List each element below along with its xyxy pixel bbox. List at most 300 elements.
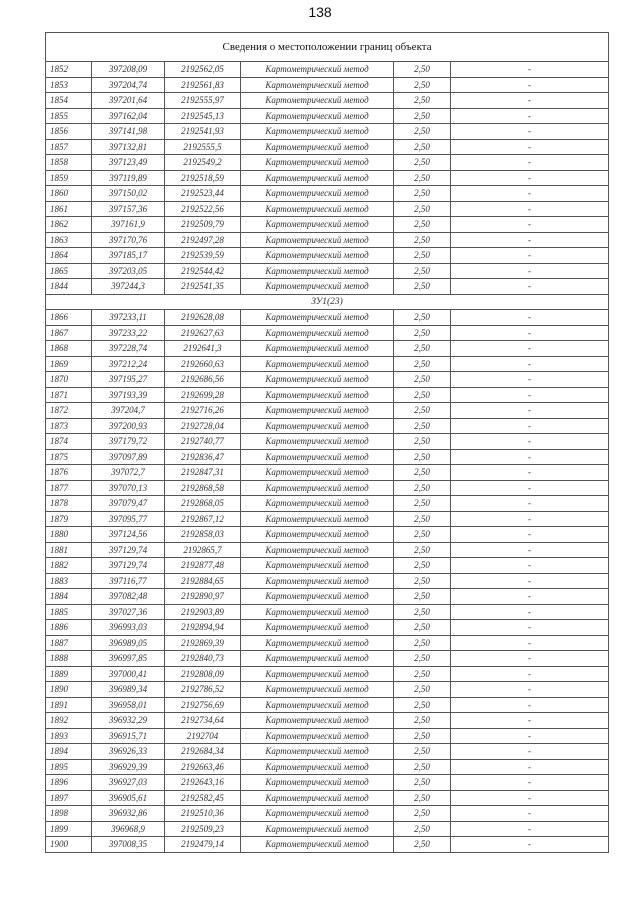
accuracy: 2,50 bbox=[394, 201, 451, 217]
table-row bbox=[46, 263, 609, 279]
table-row bbox=[46, 449, 609, 465]
table-row bbox=[46, 387, 609, 403]
note: - bbox=[451, 217, 609, 233]
note: - bbox=[451, 356, 609, 372]
coord-y: 2192686,56 bbox=[165, 372, 241, 388]
coord-y: 2192555,97 bbox=[165, 93, 241, 109]
method: Картометрический метод bbox=[241, 449, 394, 465]
point-number: 1868 bbox=[46, 341, 92, 357]
accuracy: 2,50 bbox=[394, 496, 451, 512]
coord-y: 2192561,83 bbox=[165, 77, 241, 93]
method: Картометрический метод bbox=[241, 604, 394, 620]
point-number: 1883 bbox=[46, 573, 92, 589]
coord-x: 397203,05 bbox=[92, 263, 165, 279]
coord-y: 2192786,52 bbox=[165, 682, 241, 698]
note: - bbox=[451, 465, 609, 481]
note: - bbox=[451, 589, 609, 605]
coord-x: 397116,77 bbox=[92, 573, 165, 589]
coord-y: 2192541,35 bbox=[165, 279, 241, 295]
accuracy: 2,50 bbox=[394, 418, 451, 434]
note: - bbox=[451, 775, 609, 791]
coord-y: 2192867,12 bbox=[165, 511, 241, 527]
point-number: 1898 bbox=[46, 806, 92, 822]
accuracy: 2,50 bbox=[394, 620, 451, 636]
method: Картометрический метод bbox=[241, 186, 394, 202]
accuracy: 2,50 bbox=[394, 403, 451, 419]
method: Картометрический метод bbox=[241, 496, 394, 512]
table-title: Сведения о местоположении границ объекта bbox=[46, 33, 609, 62]
coord-y: 2192627,63 bbox=[165, 325, 241, 341]
coord-x: 397201,64 bbox=[92, 93, 165, 109]
point-number: 1885 bbox=[46, 604, 92, 620]
coord-y: 2192643,16 bbox=[165, 775, 241, 791]
coord-y: 2192660,63 bbox=[165, 356, 241, 372]
coord-y: 2192699,28 bbox=[165, 387, 241, 403]
table-row bbox=[46, 248, 609, 264]
accuracy: 2,50 bbox=[394, 480, 451, 496]
note: - bbox=[451, 279, 609, 295]
point-number: 1853 bbox=[46, 77, 92, 93]
note: - bbox=[451, 170, 609, 186]
coord-x: 397204,74 bbox=[92, 77, 165, 93]
accuracy: 2,50 bbox=[394, 728, 451, 744]
table-row bbox=[46, 604, 609, 620]
coord-y: 2192628,08 bbox=[165, 310, 241, 326]
accuracy: 2,50 bbox=[394, 356, 451, 372]
coord-x: 397123,49 bbox=[92, 155, 165, 171]
table-row bbox=[46, 821, 609, 837]
method: Картометрический метод bbox=[241, 713, 394, 729]
method: Картометрический метод bbox=[241, 635, 394, 651]
point-number: 1876 bbox=[46, 465, 92, 481]
note: - bbox=[451, 837, 609, 853]
table-row bbox=[46, 325, 609, 341]
coord-y: 2192728,04 bbox=[165, 418, 241, 434]
coord-y: 2192836,47 bbox=[165, 449, 241, 465]
note: - bbox=[451, 620, 609, 636]
table-row bbox=[46, 232, 609, 248]
method: Картометрический метод bbox=[241, 93, 394, 109]
accuracy: 2,50 bbox=[394, 744, 451, 760]
point-number: 1873 bbox=[46, 418, 92, 434]
accuracy: 2,50 bbox=[394, 821, 451, 837]
coord-y: 2192868,05 bbox=[165, 496, 241, 512]
accuracy: 2,50 bbox=[394, 697, 451, 713]
point-number: 1856 bbox=[46, 124, 92, 140]
coord-y: 2192663,46 bbox=[165, 759, 241, 775]
point-number: 1855 bbox=[46, 108, 92, 124]
note: - bbox=[451, 139, 609, 155]
coord-y: 2192890,97 bbox=[165, 589, 241, 605]
accuracy: 2,50 bbox=[394, 666, 451, 682]
coord-y: 2192877,48 bbox=[165, 558, 241, 574]
coord-y: 2192479,14 bbox=[165, 837, 241, 853]
table-row bbox=[46, 620, 609, 636]
note: - bbox=[451, 635, 609, 651]
note: - bbox=[451, 527, 609, 543]
coord-x: 397150,02 bbox=[92, 186, 165, 202]
table-row bbox=[46, 558, 609, 574]
method: Картометрический метод bbox=[241, 248, 394, 264]
method: Картометрический метод bbox=[241, 77, 394, 93]
table-row bbox=[46, 744, 609, 760]
table-row bbox=[46, 434, 609, 450]
method: Картометрический метод bbox=[241, 418, 394, 434]
accuracy: 2,50 bbox=[394, 108, 451, 124]
table-row bbox=[46, 666, 609, 682]
method: Картометрический метод bbox=[241, 155, 394, 171]
table-row bbox=[46, 542, 609, 558]
boundary-coordinates-table bbox=[45, 32, 609, 853]
coord-y: 2192734,64 bbox=[165, 713, 241, 729]
coord-y: 2192522,56 bbox=[165, 201, 241, 217]
coord-y: 2192555,5 bbox=[165, 139, 241, 155]
accuracy: 2,50 bbox=[394, 248, 451, 264]
point-number: 1852 bbox=[46, 62, 92, 78]
note: - bbox=[451, 387, 609, 403]
accuracy: 2,50 bbox=[394, 837, 451, 853]
note: - bbox=[451, 759, 609, 775]
point-number: 1895 bbox=[46, 759, 92, 775]
coord-x: 396932,86 bbox=[92, 806, 165, 822]
point-number: 1890 bbox=[46, 682, 92, 698]
method: Картометрический метод bbox=[241, 232, 394, 248]
table-row bbox=[46, 806, 609, 822]
point-number: 1857 bbox=[46, 139, 92, 155]
note: - bbox=[451, 651, 609, 667]
coord-y: 2192808,09 bbox=[165, 666, 241, 682]
accuracy: 2,50 bbox=[394, 465, 451, 481]
table-row bbox=[46, 155, 609, 171]
accuracy: 2,50 bbox=[394, 790, 451, 806]
table-row bbox=[46, 201, 609, 217]
method: Картометрический метод bbox=[241, 434, 394, 450]
coord-y: 2192684,34 bbox=[165, 744, 241, 760]
note: - bbox=[451, 511, 609, 527]
method: Картометрический метод bbox=[241, 387, 394, 403]
table-title-row bbox=[46, 33, 609, 62]
accuracy: 2,50 bbox=[394, 759, 451, 775]
point-number: 1863 bbox=[46, 232, 92, 248]
accuracy: 2,50 bbox=[394, 341, 451, 357]
note: - bbox=[451, 542, 609, 558]
method: Картометрический метод bbox=[241, 806, 394, 822]
point-number: 1858 bbox=[46, 155, 92, 171]
page-number: 138 bbox=[308, 4, 332, 20]
coord-x: 397141,98 bbox=[92, 124, 165, 140]
accuracy: 2,50 bbox=[394, 387, 451, 403]
table-body bbox=[46, 33, 609, 853]
method: Картометрический метод bbox=[241, 108, 394, 124]
coord-x: 397212,24 bbox=[92, 356, 165, 372]
coord-y: 2192549,2 bbox=[165, 155, 241, 171]
method: Картометрический метод bbox=[241, 310, 394, 326]
note: - bbox=[451, 713, 609, 729]
table-row bbox=[46, 356, 609, 372]
method: Картометрический метод bbox=[241, 201, 394, 217]
method: Картометрический метод bbox=[241, 263, 394, 279]
note: - bbox=[451, 77, 609, 93]
note: - bbox=[451, 697, 609, 713]
coord-x: 397119,89 bbox=[92, 170, 165, 186]
point-number: 1864 bbox=[46, 248, 92, 264]
method: Картометрический метод bbox=[241, 542, 394, 558]
note: - bbox=[451, 124, 609, 140]
point-number: 1875 bbox=[46, 449, 92, 465]
point-number: 1854 bbox=[46, 93, 92, 109]
point-number: 1877 bbox=[46, 480, 92, 496]
note: - bbox=[451, 403, 609, 419]
accuracy: 2,50 bbox=[394, 77, 451, 93]
coord-y: 2192847,31 bbox=[165, 465, 241, 481]
coord-x: 397095,77 bbox=[92, 511, 165, 527]
coord-y: 2192510,36 bbox=[165, 806, 241, 822]
coord-x: 396929,39 bbox=[92, 759, 165, 775]
note: - bbox=[451, 806, 609, 822]
method: Картометрический метод bbox=[241, 527, 394, 543]
coord-x: 397072,7 bbox=[92, 465, 165, 481]
note: - bbox=[451, 790, 609, 806]
coord-y: 2192884,65 bbox=[165, 573, 241, 589]
table-row bbox=[46, 713, 609, 729]
note: - bbox=[451, 434, 609, 450]
table-row bbox=[46, 697, 609, 713]
table-row bbox=[46, 77, 609, 93]
accuracy: 2,50 bbox=[394, 310, 451, 326]
accuracy: 2,50 bbox=[394, 635, 451, 651]
coord-y: 2192545,13 bbox=[165, 108, 241, 124]
note: - bbox=[451, 341, 609, 357]
note: - bbox=[451, 62, 609, 78]
method: Картометрический метод bbox=[241, 139, 394, 155]
table-row bbox=[46, 372, 609, 388]
note: - bbox=[451, 728, 609, 744]
note: - bbox=[451, 418, 609, 434]
note: - bbox=[451, 310, 609, 326]
coord-x: 397157,36 bbox=[92, 201, 165, 217]
table-row bbox=[46, 480, 609, 496]
point-number: 1870 bbox=[46, 372, 92, 388]
note: - bbox=[451, 248, 609, 264]
coord-x: 397027,36 bbox=[92, 604, 165, 620]
note: - bbox=[451, 682, 609, 698]
note: - bbox=[451, 480, 609, 496]
method: Картометрический метод bbox=[241, 480, 394, 496]
accuracy: 2,50 bbox=[394, 775, 451, 791]
coord-x: 397233,11 bbox=[92, 310, 165, 326]
method: Картометрический метод bbox=[241, 589, 394, 605]
method: Картометрический метод bbox=[241, 666, 394, 682]
coord-x: 397161,9 bbox=[92, 217, 165, 233]
coord-y: 2192740,77 bbox=[165, 434, 241, 450]
note: - bbox=[451, 108, 609, 124]
coord-x: 397244,3 bbox=[92, 279, 165, 295]
table-row bbox=[46, 279, 609, 295]
note: - bbox=[451, 496, 609, 512]
coord-x: 396915,71 bbox=[92, 728, 165, 744]
coord-y: 2192539,59 bbox=[165, 248, 241, 264]
table-row bbox=[46, 170, 609, 186]
note: - bbox=[451, 666, 609, 682]
table-row bbox=[46, 589, 609, 605]
coord-x: 397179,72 bbox=[92, 434, 165, 450]
accuracy: 2,50 bbox=[394, 682, 451, 698]
coord-x: 396997,85 bbox=[92, 651, 165, 667]
method: Картометрический метод bbox=[241, 821, 394, 837]
table-row bbox=[46, 186, 609, 202]
note: - bbox=[451, 449, 609, 465]
note: - bbox=[451, 744, 609, 760]
point-number: 1867 bbox=[46, 325, 92, 341]
table-row bbox=[46, 790, 609, 806]
accuracy: 2,50 bbox=[394, 589, 451, 605]
method: Картометрический метод bbox=[241, 620, 394, 636]
point-number: 1894 bbox=[46, 744, 92, 760]
coord-y: 2192894,94 bbox=[165, 620, 241, 636]
point-number: 1880 bbox=[46, 527, 92, 543]
method: Картометрический метод bbox=[241, 217, 394, 233]
section-row bbox=[46, 294, 609, 310]
table-row bbox=[46, 465, 609, 481]
method: Картометрический метод bbox=[241, 682, 394, 698]
coord-y: 2192497,28 bbox=[165, 232, 241, 248]
point-number: 1886 bbox=[46, 620, 92, 636]
note: - bbox=[451, 186, 609, 202]
accuracy: 2,50 bbox=[394, 604, 451, 620]
point-number: 1893 bbox=[46, 728, 92, 744]
coord-y: 2192544,42 bbox=[165, 263, 241, 279]
coord-x: 396993,03 bbox=[92, 620, 165, 636]
point-number: 1860 bbox=[46, 186, 92, 202]
method: Картометрический метод bbox=[241, 775, 394, 791]
coord-x: 397132,81 bbox=[92, 139, 165, 155]
coord-y: 2192509,23 bbox=[165, 821, 241, 837]
coord-x: 397079,47 bbox=[92, 496, 165, 512]
table-row bbox=[46, 108, 609, 124]
accuracy: 2,50 bbox=[394, 217, 451, 233]
coord-y: 2192582,45 bbox=[165, 790, 241, 806]
table-row bbox=[46, 93, 609, 109]
method: Картометрический метод bbox=[241, 558, 394, 574]
table-row bbox=[46, 341, 609, 357]
coord-y: 2192523,44 bbox=[165, 186, 241, 202]
method: Картометрический метод bbox=[241, 325, 394, 341]
coord-y: 2192868,58 bbox=[165, 480, 241, 496]
coord-y: 2192509,79 bbox=[165, 217, 241, 233]
point-number: 1844 bbox=[46, 279, 92, 295]
method: Картометрический метод bbox=[241, 744, 394, 760]
table-row bbox=[46, 527, 609, 543]
point-number: 1892 bbox=[46, 713, 92, 729]
coord-x: 397233,22 bbox=[92, 325, 165, 341]
coord-y: 2192869,39 bbox=[165, 635, 241, 651]
coord-x: 396989,05 bbox=[92, 635, 165, 651]
coord-x: 396958,01 bbox=[92, 697, 165, 713]
coord-y: 2192541,93 bbox=[165, 124, 241, 140]
point-number: 1862 bbox=[46, 217, 92, 233]
note: - bbox=[451, 372, 609, 388]
note: - bbox=[451, 263, 609, 279]
method: Картометрический метод bbox=[241, 279, 394, 295]
coord-x: 396932,29 bbox=[92, 713, 165, 729]
note: - bbox=[451, 155, 609, 171]
table-row bbox=[46, 651, 609, 667]
table-row bbox=[46, 728, 609, 744]
point-number: 1884 bbox=[46, 589, 92, 605]
section-heading: ЗУ1(23) bbox=[46, 294, 609, 310]
method: Картометрический метод bbox=[241, 697, 394, 713]
method: Картометрический метод bbox=[241, 573, 394, 589]
method: Картометрический метод bbox=[241, 372, 394, 388]
method: Картометрический метод bbox=[241, 759, 394, 775]
note: - bbox=[451, 821, 609, 837]
point-number: 1861 bbox=[46, 201, 92, 217]
accuracy: 2,50 bbox=[394, 279, 451, 295]
accuracy: 2,50 bbox=[394, 232, 451, 248]
table-row bbox=[46, 573, 609, 589]
accuracy: 2,50 bbox=[394, 263, 451, 279]
coord-y: 2192562,05 bbox=[165, 62, 241, 78]
accuracy: 2,50 bbox=[394, 806, 451, 822]
table-row bbox=[46, 759, 609, 775]
note: - bbox=[451, 93, 609, 109]
accuracy: 2,50 bbox=[394, 713, 451, 729]
point-number: 1871 bbox=[46, 387, 92, 403]
accuracy: 2,50 bbox=[394, 155, 451, 171]
note: - bbox=[451, 232, 609, 248]
point-number: 1874 bbox=[46, 434, 92, 450]
coord-x: 396968,9 bbox=[92, 821, 165, 837]
method: Картометрический метод bbox=[241, 341, 394, 357]
note: - bbox=[451, 573, 609, 589]
method: Картометрический метод bbox=[241, 790, 394, 806]
coord-x: 396905,61 bbox=[92, 790, 165, 806]
coord-x: 397129,74 bbox=[92, 558, 165, 574]
table-row bbox=[46, 310, 609, 326]
table-row bbox=[46, 139, 609, 155]
table-row bbox=[46, 217, 609, 233]
accuracy: 2,50 bbox=[394, 558, 451, 574]
coord-y: 2192716,26 bbox=[165, 403, 241, 419]
coord-x: 397170,76 bbox=[92, 232, 165, 248]
note: - bbox=[451, 604, 609, 620]
table-row bbox=[46, 682, 609, 698]
point-number: 1887 bbox=[46, 635, 92, 651]
point-number: 1896 bbox=[46, 775, 92, 791]
coord-x: 397000,41 bbox=[92, 666, 165, 682]
table-row bbox=[46, 418, 609, 434]
accuracy: 2,50 bbox=[394, 139, 451, 155]
coord-x: 396926,33 bbox=[92, 744, 165, 760]
method: Картометрический метод bbox=[241, 170, 394, 186]
coord-y: 2192641,3 bbox=[165, 341, 241, 357]
accuracy: 2,50 bbox=[394, 542, 451, 558]
table-row bbox=[46, 511, 609, 527]
coord-x: 397208,09 bbox=[92, 62, 165, 78]
point-number: 1888 bbox=[46, 651, 92, 667]
table-row bbox=[46, 124, 609, 140]
method: Картометрический метод bbox=[241, 403, 394, 419]
table-row bbox=[46, 496, 609, 512]
table-row bbox=[46, 635, 609, 651]
coord-x: 397070,13 bbox=[92, 480, 165, 496]
coord-x: 397204,7 bbox=[92, 403, 165, 419]
coord-x: 397097,89 bbox=[92, 449, 165, 465]
coord-y: 2192865,7 bbox=[165, 542, 241, 558]
point-number: 1879 bbox=[46, 511, 92, 527]
coord-x: 396927,03 bbox=[92, 775, 165, 791]
note: - bbox=[451, 201, 609, 217]
